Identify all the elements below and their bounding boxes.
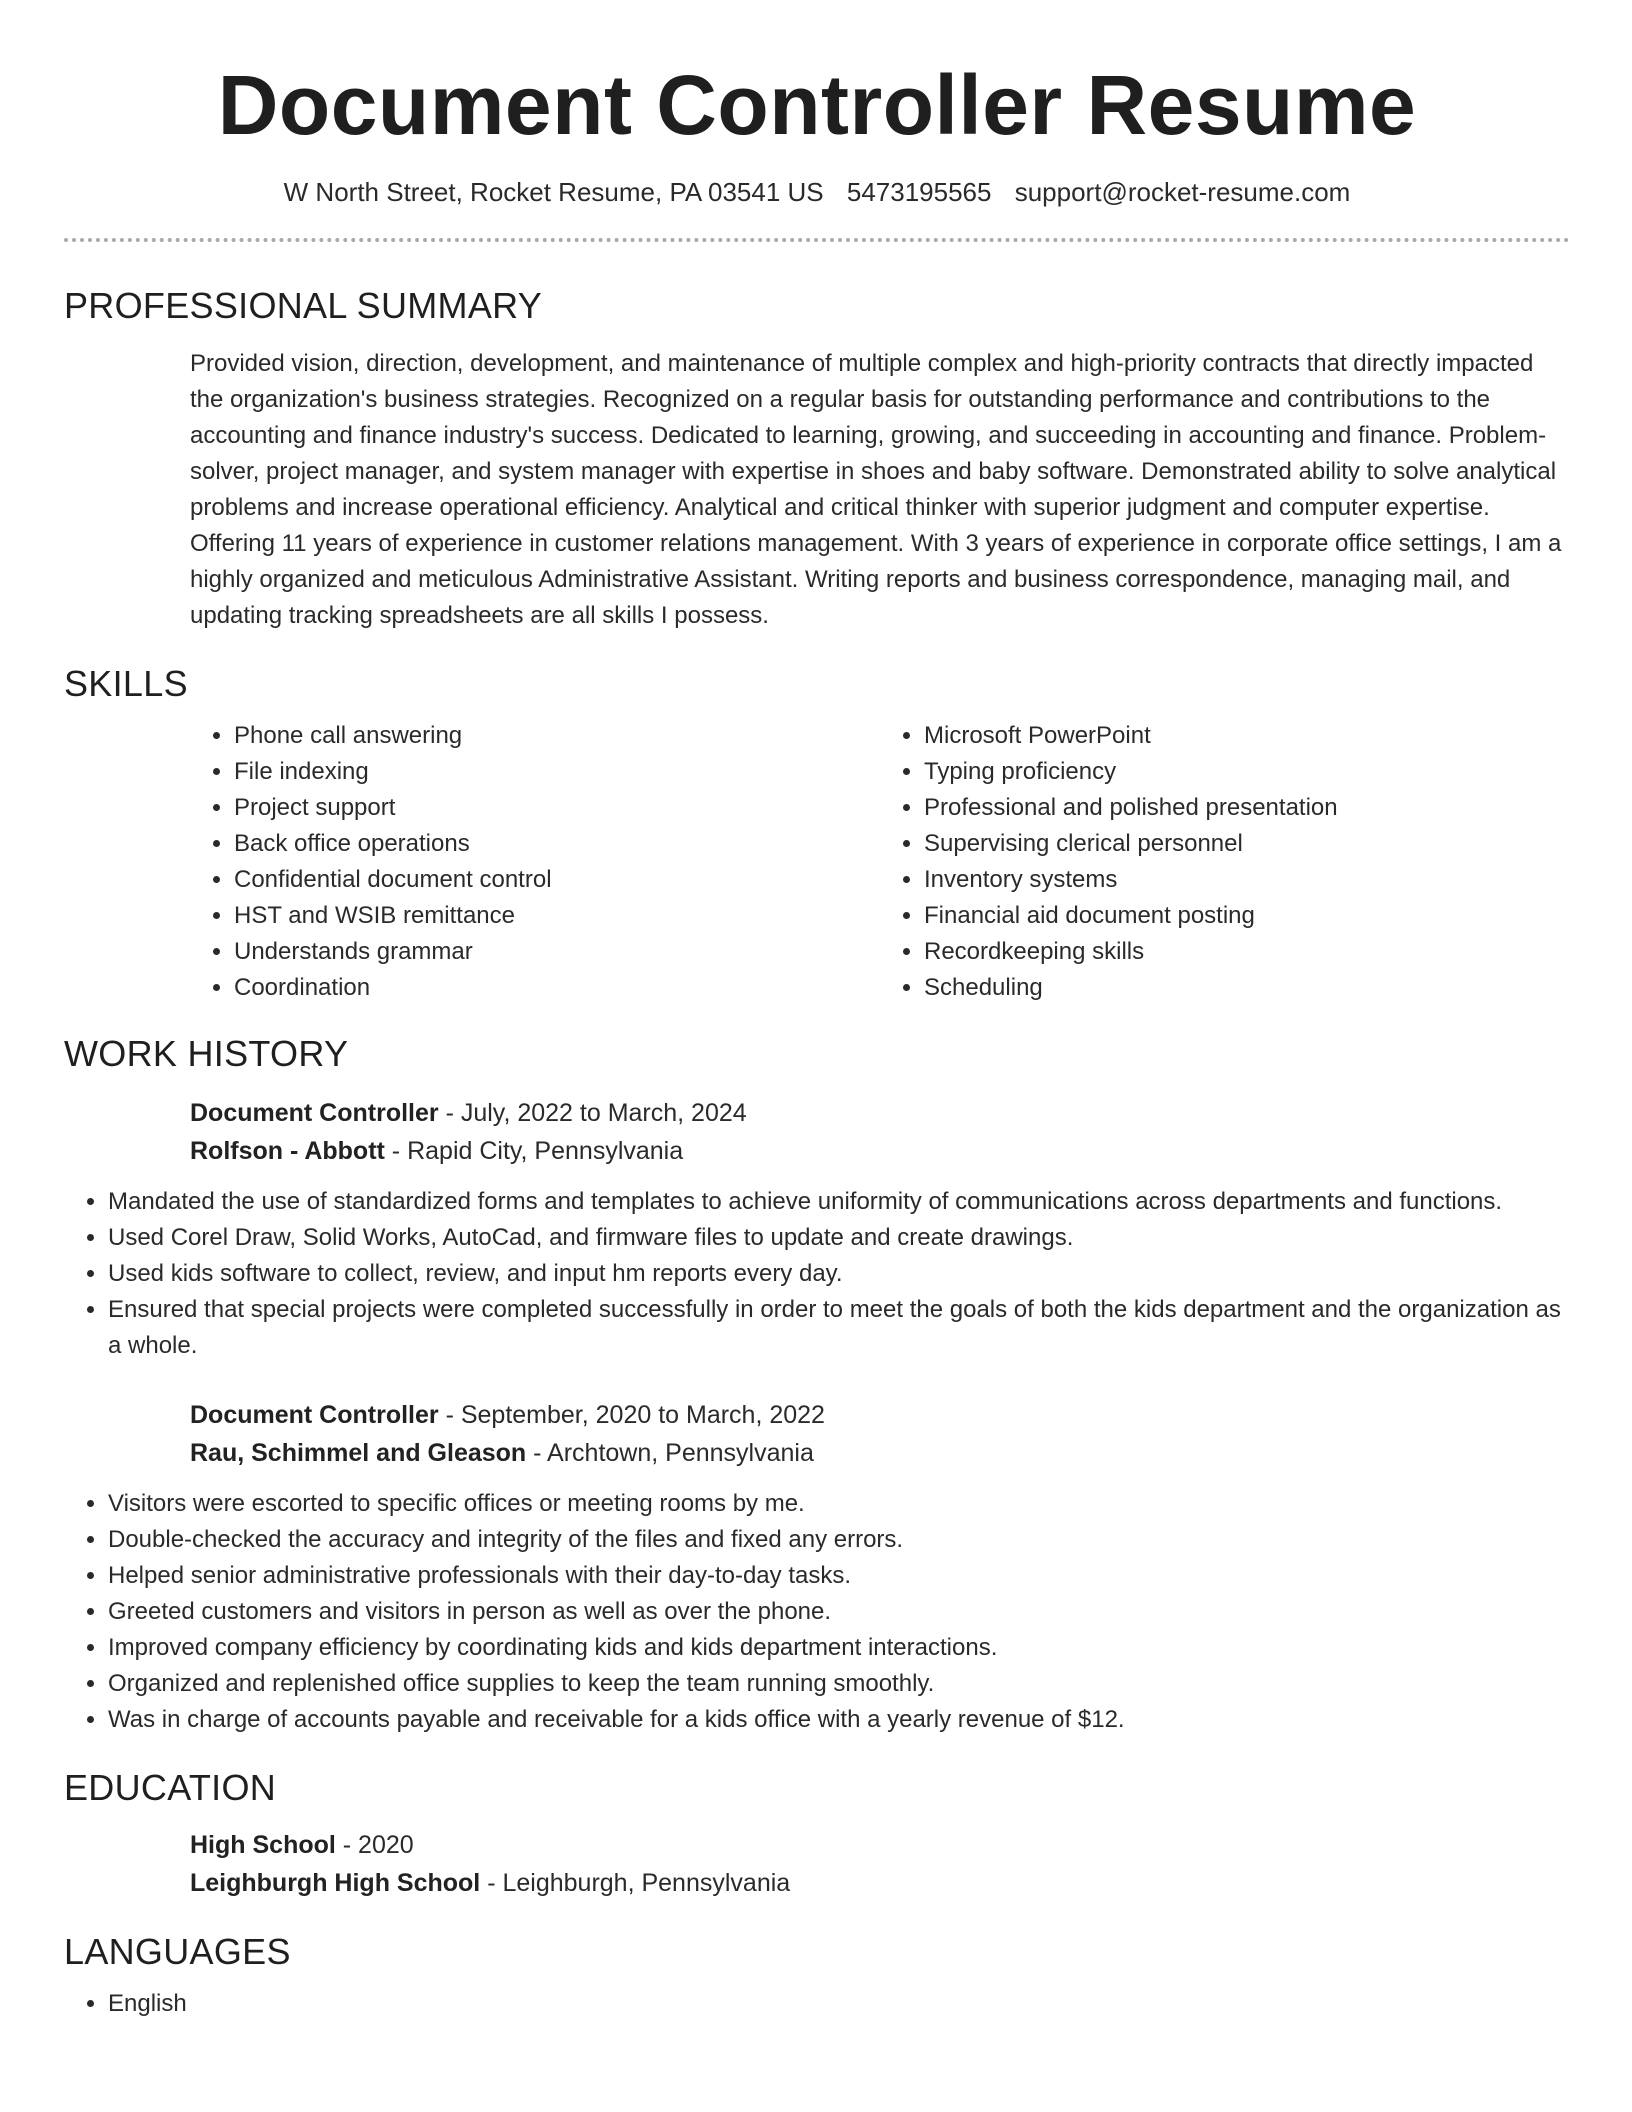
job-bullet: • Used kids software to collect, review, and input hm reports every day. [108, 1256, 1570, 1292]
section-heading-languages: LANGUAGES [64, 1931, 291, 1972]
education-year: - 2020 [335, 1831, 414, 1859]
skill-item: • Microsoft PowerPoint [924, 718, 1570, 754]
contact-address: W North Street, Rocket Resume, PA 03541 US [283, 177, 824, 207]
resume-page [64, 0, 1570, 2022]
job-bullet: • Greeted customers and visitors in person as well as over the phone. [108, 1594, 1570, 1630]
section-heading-skills: SKILLS [64, 663, 188, 704]
languages-list [64, 1986, 1570, 2022]
job-company-line [190, 1434, 1570, 1472]
language-item: • English [108, 1986, 1570, 2022]
section-heading-work: WORK HISTORY [64, 1033, 349, 1074]
job-entry [190, 1094, 1570, 1170]
job-dates: - September, 2020 to March, 2022 [438, 1401, 825, 1429]
skill-item: • Understands grammar [234, 934, 880, 970]
skills-list-left [190, 718, 880, 1006]
section-heading-summary: PROFESSIONAL SUMMARY [64, 285, 543, 326]
job-title-line [190, 1396, 1570, 1434]
job-bullet: • Helped senior administrative professionals with their day-to-day tasks. [108, 1558, 1570, 1594]
job-bullet: • Used Corel Draw, Solid Works, AutoCad, and firmware files to update and create drawings. [108, 1220, 1570, 1256]
skill-item: • Typing proficiency [924, 754, 1570, 790]
job-title: Document Controller [190, 1401, 439, 1429]
skill-item: • Coordination [234, 970, 880, 1006]
job-dates: - July, 2022 to March, 2024 [438, 1099, 747, 1127]
education-school-line [190, 1864, 1570, 1902]
contact-phone: 5473195565 [846, 177, 992, 207]
skill-item: • File indexing [234, 754, 880, 790]
education-degree: High School [190, 1831, 336, 1859]
skill-item: • Back office operations [234, 826, 880, 862]
job-entry [190, 1396, 1570, 1472]
contact-line [64, 176, 1570, 208]
skill-item: • Supervising clerical personnel [924, 826, 1570, 862]
skill-item: • Scheduling [924, 970, 1570, 1006]
job-title-line [190, 1094, 1570, 1132]
education-location: - Leighburgh, Pennsylvania [480, 1869, 791, 1897]
resume-title: Document Controller Resume [217, 58, 1417, 152]
job-bullet: • Visitors were escorted to specific offices or meeting rooms by me. [108, 1486, 1570, 1522]
skills-list-right [880, 718, 1570, 1006]
skill-item: • Inventory systems [924, 862, 1570, 898]
skill-item: • Recordkeeping skills [924, 934, 1570, 970]
skill-item: • Project support [234, 790, 880, 826]
job-company: Rolfson - Abbott [190, 1137, 385, 1165]
job-bullet: • Ensured that special projects were completed successfully in order to meet the goals of both the kids department and the organization as a whole. [108, 1292, 1570, 1364]
job-bullet: • Mandated the use of standardized forms and templates to achieve uniformity of communications across departments and functions. [108, 1184, 1570, 1220]
summary-text: Provided vision, direction, development, and maintenance of multiple complex and high-priority contracts that directly impacted the organization's business strategies. Recognized on a regular basis for outstanding performance and contributions to the accounting and finance industry's success. Dedicated to learning, growing, and succeeding in accounting and finance. Problem-solver, project manager, and system manager with expertise in shoes and baby software. Demonstrated ability to solve analytical problems and increase operational efficiency. Analytical and critical thinker with superior judgment and computer expertise. Offering 11 years of experience in customer relations management. With 3 years of experience in corporate office settings, I am a highly organized and meticulous Administrative Assistant. Writing reports and business correspondence, managing mail, and updating tracking spreadsheets are all skills I possess. [190, 350, 1562, 629]
header-divider [64, 238, 1570, 242]
education-school: Leighburgh High School [190, 1869, 481, 1897]
job-bullet: • Was in charge of accounts payable and receivable for a kids office with a yearly revenue of $12. [108, 1702, 1570, 1738]
job-bullets [64, 1486, 1570, 1738]
job-location: - Rapid City, Pennsylvania [384, 1137, 684, 1165]
skill-item: • Confidential document control [234, 862, 880, 898]
skill-item: • Phone call answering [234, 718, 880, 754]
job-company-line [190, 1132, 1570, 1170]
job-bullet: • Double-checked the accuracy and integrity of the files and fixed any errors. [108, 1522, 1570, 1558]
skill-item: • Financial aid document posting [924, 898, 1570, 934]
contact-email: support@rocket-resume.com [1014, 177, 1351, 207]
skills-columns [190, 718, 1570, 1006]
section-heading-education: EDUCATION [64, 1767, 277, 1808]
education-degree-line [190, 1826, 1570, 1864]
job-company: Rau, Schimmel and Gleason [190, 1439, 527, 1467]
job-bullet: • Organized and replenished office supplies to keep the team running smoothly. [108, 1666, 1570, 1702]
education-entry [190, 1826, 1570, 1902]
job-location: - Archtown, Pennsylvania [526, 1439, 814, 1467]
job-bullets [64, 1184, 1570, 1364]
skill-item: • Professional and polished presentation [924, 790, 1570, 826]
skill-item: • HST and WSIB remittance [234, 898, 880, 934]
job-title: Document Controller [190, 1099, 439, 1127]
job-bullet: • Improved company efficiency by coordinating kids and kids department interactions. [108, 1630, 1570, 1666]
